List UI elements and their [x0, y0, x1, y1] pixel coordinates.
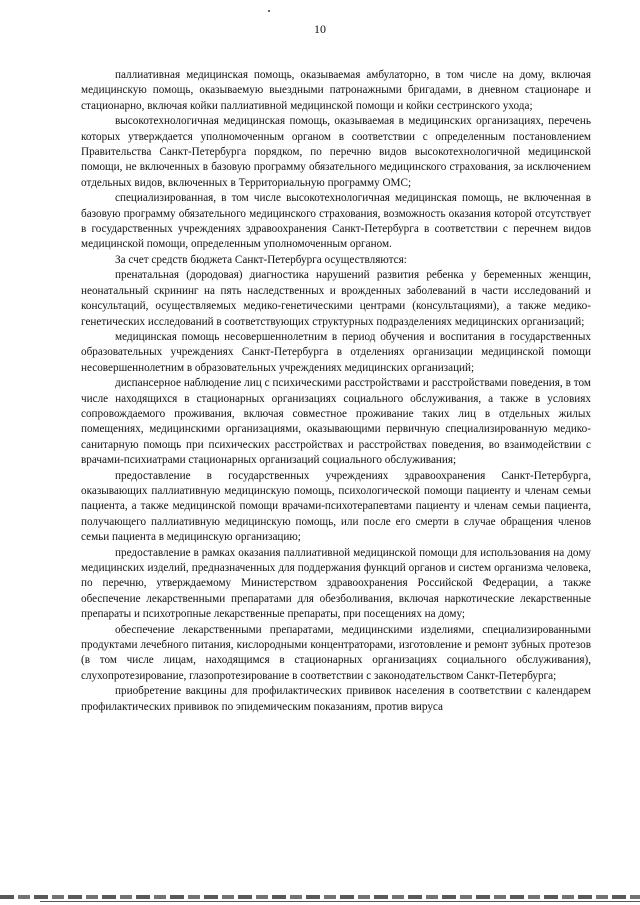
- paragraph: специализированная, в том числе высокотехнологичная медицинская помощь, не включенная в базовую программу обязательного медицинского страхования, возможность оказания которой отсутствует в государственных учреждениях здравоохранения Санкт-Петербурга в соответствии с перечнем видов медицинской помощи, определенным уполномоченным органом.: [81, 192, 591, 251]
- scan-mark: [268, 10, 270, 12]
- paragraph: пренатальная (дородовая) диагностика нарушений развития ребенка у беременных женщин, неонатальный скрининг на пять наследственных и врожденных заболеваний в части исследований и консультаций, осуществляемых медико-генетическими центрами (консультациями), а также медико-генетических исследований в соответствующих структурных подразделениях медицинских организаций;: [81, 269, 591, 328]
- scan-artifact: [0, 895, 640, 899]
- paragraph: предоставление в рамках оказания паллиативной медицинской помощи для использования на дому медицинских изделий, предназначенных для поддержания функций органов и систем организма человека, по перечню, утверждаемому Министерством здравоохранения Российской Федерации, а также обеспечение лекарственными препаратами для обезболивания, включая наркотические лекарственные препараты и психотропные лекарственные препараты, при посещениях на дому;: [81, 546, 591, 621]
- paragraph: медицинская помощь несовершеннолетним в период обучения и воспитания в государственных образовательных учреждениях Санкт-Петербурга в отделениях организации медицинской помощи несовершеннолетним в образовательных учреждениях медицинских организаций;: [81, 330, 591, 374]
- paragraph: предоставление в государственных учреждениях здравоохранения Санкт-Петербурга, оказывающих паллиативную медицинскую помощь, психологической помощи пациенту и членам семьи пациента, а также медицинской помощи врачами-психотерапевтами пациенту и членам семьи пациента, получающего паллиативную медицинскую помощь, или после его смерти в случае обращения членов семьи пациента в медицинскую организацию;: [81, 469, 591, 544]
- paragraph: паллиативная медицинская помощь, оказываемая амбулаторно, в том числе на дому, включая медицинскую помощь, оказываемую выездными патронажными бригадами, в дневном стационаре и стационарно, включая койки паллиативной медицинской помощи и койки сестринского ухода;: [81, 69, 591, 112]
- page-number: 10: [314, 22, 326, 36]
- paragraph: За счет средств бюджета Санкт-Петербурга осуществляются:: [115, 253, 407, 266]
- paragraph: высокотехнологичная медицинская помощь, оказываемая в медицинских организациях, перечень которых утверждается уполномоченным органом в соответствии с определенным постановлением Правительства Санкт-Петербурга порядком, по перечню видов высокотехнологичной медицинской помощи, не включенных в базовую программу обязательного медицинского страхования, за исключением отдельных видов, включенных в Территориальную программу ОМС;: [81, 115, 591, 189]
- scan-artifact: [40, 901, 640, 902]
- paragraph: диспансерное наблюдение лиц с психическими расстройствами и расстройствами поведения, в том числе находящихся в стационарных организациях социального обслуживания, а также в условиях сопровождаемого проживания, включая совместное проживание таких лиц в отдельных жилых помещениях, медицинскими организациями, оказывающими первичную специализированную медико-санитарную помощь при психических расстройствах и расстройствах поведения, во взаимодействии с врачами-психиатрами стационарных организаций социального обслуживания;: [81, 377, 591, 467]
- document-body: [81, 68, 591, 715]
- paragraph: обеспечение лекарственными препаратами, медицинскими изделиями, специализированными продуктами лечебного питания, кислородными концентраторами, изготовление и ремонт зубных протезов (в том числе лицам, находящимся в стационарных организациях социального обслуживания), слухопротезирование, глазопротезирование в соответствии с законодательством Санкт-Петербурга;: [81, 623, 591, 682]
- paragraph: приобретение вакцины для профилактических прививок населения в соответствии с календарем профилактических прививок по эпидемическим показаниям, против вируса: [81, 685, 591, 713]
